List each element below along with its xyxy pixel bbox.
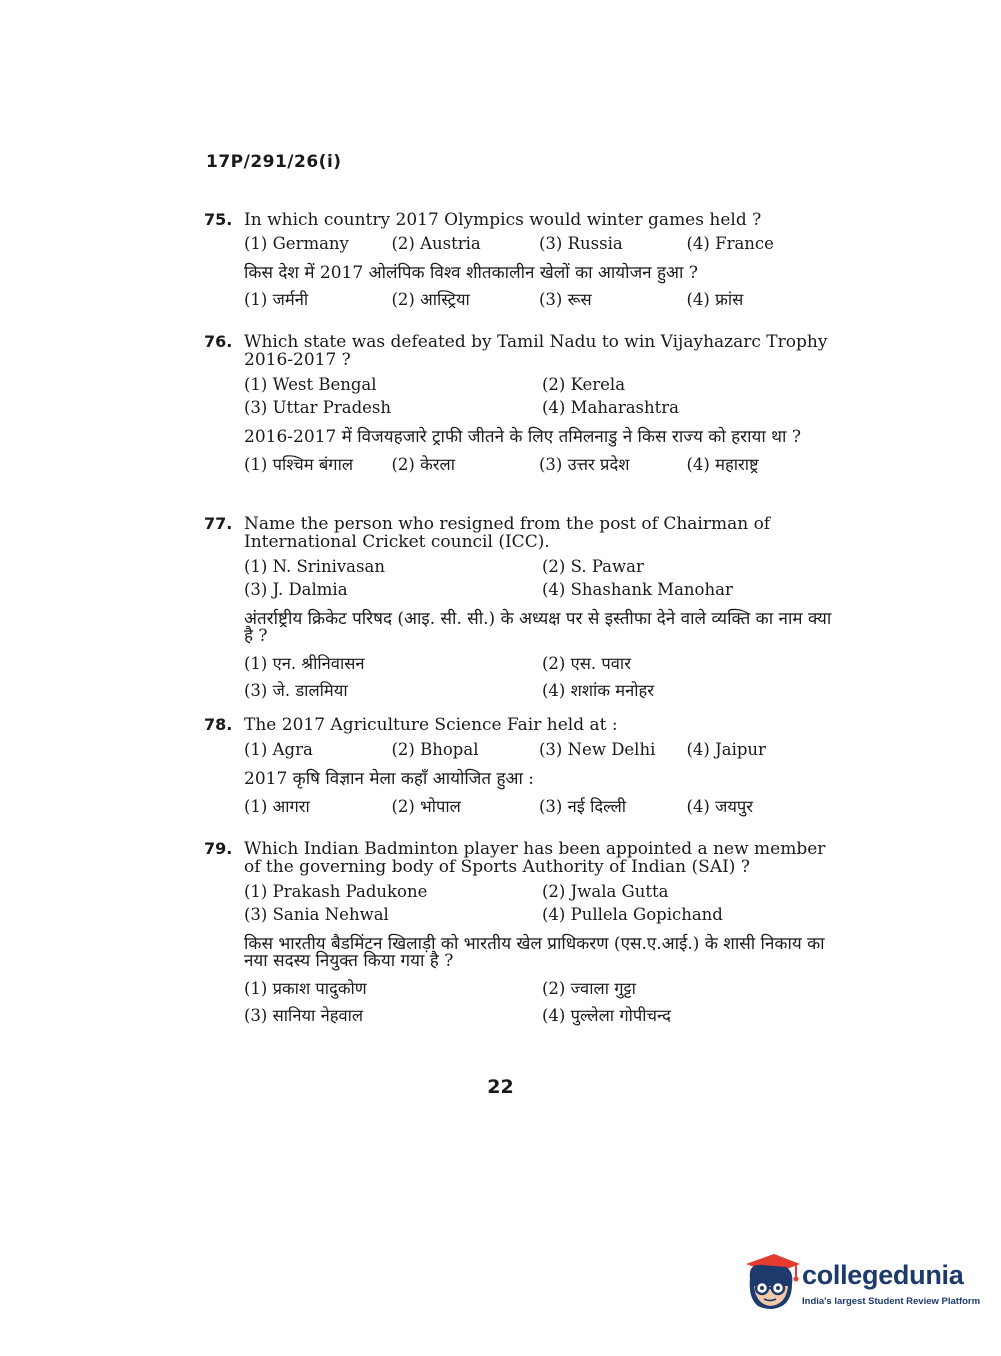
option: (2) ज्वाला गुट्टा (542, 979, 636, 998)
option: (1) जर्मनी (244, 290, 309, 309)
question-78 (204, 716, 834, 817)
question-number: 76. (204, 332, 233, 351)
graduate-mascot-icon (740, 1250, 800, 1320)
options-hi (244, 651, 834, 701)
question-number: 79. (204, 839, 233, 858)
options-en (244, 557, 834, 599)
option: (4) जयपुर (686, 797, 754, 816)
option: (3) Russia (539, 234, 623, 253)
option: (3) जे. डालमिया (244, 681, 348, 700)
options-en (244, 375, 834, 417)
question-text-hi: किस देश में 2017 ओलंपिक विश्व शीतकालीन खेलों का आयोजन हुआ ? (244, 263, 698, 283)
option: (3) Uttar Pradesh (244, 398, 392, 417)
option: (3) रूस (539, 290, 592, 309)
question-text-hi: अंतर्राष्ट्रीय क्रिकेट परिषद (आइ. सी. सी.) के अध्यक्ष पर से इस्तीफा देने वाले व्यक्ति का नाम क्या है ? (244, 609, 832, 646)
option: (1) Prakash Padukone (244, 882, 428, 901)
options-en (244, 234, 834, 253)
options-en (244, 882, 834, 924)
question-text-hi: 2017 कृषि विज्ञान मेला कहाँ आयोजित हुआ : (244, 769, 535, 789)
collegedunia-logo[interactable] (740, 1250, 981, 1320)
option: (4) France (686, 234, 774, 253)
option: (2) Jwala Gutta (542, 882, 669, 901)
options-en (244, 740, 834, 759)
option: (4) शशांक मनोहर (542, 681, 655, 700)
option: (4) महाराष्ट्र (686, 455, 759, 474)
option: (1) N. Srinivasan (244, 557, 385, 576)
option: (1) पश्चिम बंगाल (244, 455, 354, 474)
option: (2) Kerela (542, 375, 626, 394)
question-75 (204, 211, 834, 310)
question-text-en: Which Indian Badminton player has been appointed a new member of the governing body of Sports Authority of Indian (SAI) ? (244, 839, 826, 877)
option: (1) Germany (244, 234, 349, 253)
question-76 (204, 333, 834, 475)
option: (3) New Delhi (539, 740, 656, 759)
option: (3) सानिया नेहवाल (244, 1006, 364, 1025)
question-text-en: The 2017 Agriculture Science Fair held at : (244, 715, 618, 735)
question-text-hi: 2016-2017 में विजयहजारे ट्राफी जीतने के लिए तमिलनाडु ने किस राज्य को हराया था ? (244, 427, 801, 447)
option: (3) नई दिल्ली (539, 797, 627, 816)
option: (4) Pullela Gopichand (542, 905, 723, 924)
option: (3) उत्तर प्रदेश (539, 455, 630, 474)
option: (4) पुल्लेला गोपीचन्द (542, 1006, 671, 1025)
option: (3) Sania Nehwal (244, 905, 389, 924)
question-number: 78. (204, 715, 233, 734)
option: (2) केरला (391, 455, 455, 474)
paper-code: 17P/291/26(i) (206, 152, 342, 172)
option: (1) Agra (244, 740, 313, 759)
option: (1) West Bengal (244, 375, 377, 394)
options-hi (244, 452, 834, 475)
options-hi (244, 794, 834, 817)
logo-name: collegedunia (802, 1260, 964, 1290)
option: (1) एन. श्रीनिवासन (244, 654, 365, 673)
option: (4) फ्रांस (686, 290, 744, 309)
option: (1) आगरा (244, 797, 310, 816)
options-hi (244, 287, 834, 310)
question-79 (204, 840, 834, 1026)
option: (2) एस. पवार (542, 654, 631, 673)
question-text-en: In which country 2017 Olympics would winter games held ? (244, 210, 762, 230)
option: (3) J. Dalmia (244, 580, 348, 599)
question-number: 75. (204, 210, 233, 229)
option: (2) S. Pawar (542, 557, 644, 576)
option: (4) Jaipur (686, 740, 766, 759)
option: (2) Austria (391, 234, 481, 253)
option: (2) आस्ट्रिया (391, 290, 470, 309)
option: (1) प्रकाश पादुकोण (244, 979, 367, 998)
option: (4) Shashank Manohar (542, 580, 733, 599)
options-hi (244, 976, 834, 1026)
option: (4) Maharashtra (542, 398, 679, 417)
question-77 (204, 515, 834, 701)
question-text-hi: किस भारतीय बैडमिंटन खिलाड़ी को भारतीय खेल प्राधिकरण (एस.ए.आई.) के शासी निकाय का नया सदस्य नियुक्त किया गया है ? (244, 934, 825, 971)
page-number: 22 (487, 1076, 514, 1098)
option: (2) भोपाल (391, 797, 461, 816)
question-number: 77. (204, 514, 233, 533)
option: (2) Bhopal (391, 740, 479, 759)
logo-tagline: India's largest Student Review Platform (802, 1296, 981, 1307)
question-text-en: Which state was defeated by Tamil Nadu to win Vijayhazarc Trophy 2016-2017 ? (244, 332, 828, 370)
question-text-en: Name the person who resigned from the post of Chairman of International Cricket council (ICC). (244, 514, 771, 552)
